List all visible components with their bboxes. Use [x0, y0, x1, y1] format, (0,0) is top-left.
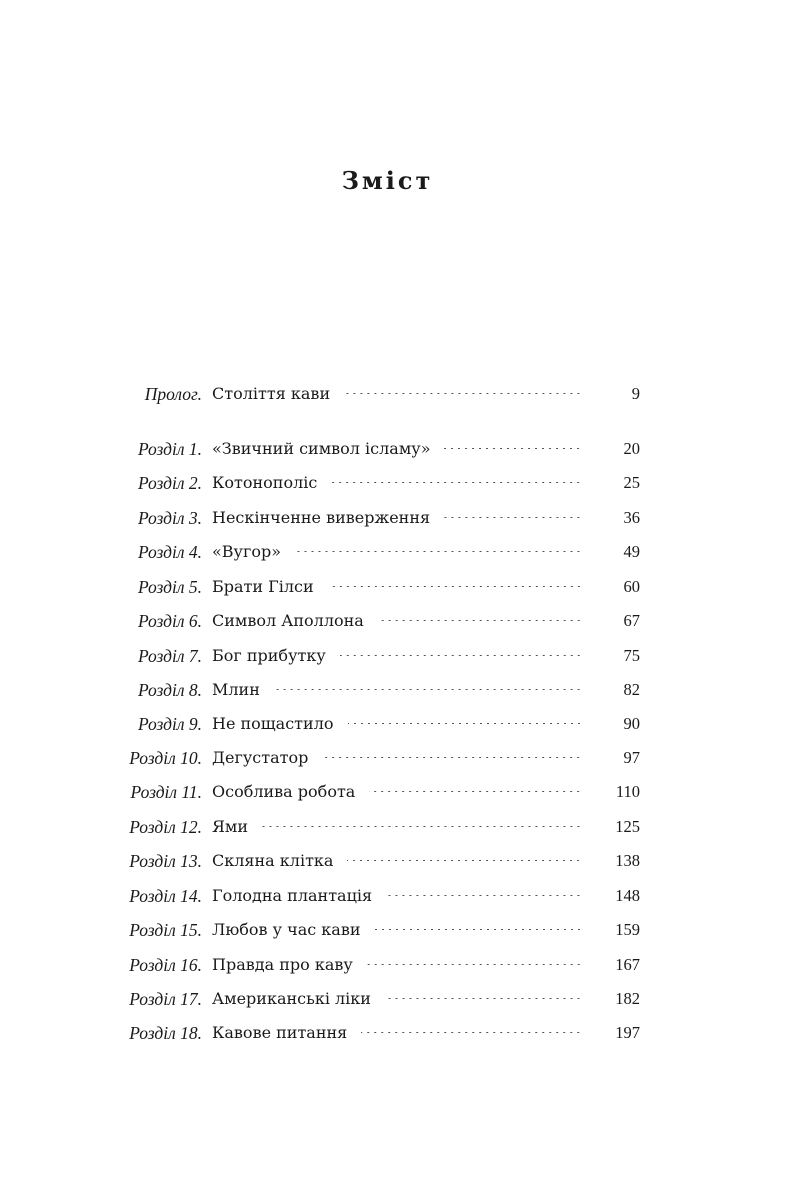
- toc-entry-label: Розділ 9.: [137, 714, 202, 734]
- toc-entry-chapter-11[interactable]: [0, 780, 800, 804]
- toc-entry-chapter-1[interactable]: [0, 437, 800, 461]
- toc-entry-page: 138: [615, 851, 640, 870]
- toc-entry-label: Розділ 6.: [137, 611, 202, 631]
- toc-entry-label: Розділ 5.: [137, 577, 202, 597]
- dot-leader: [444, 448, 582, 449]
- page-title: Зміст: [341, 166, 434, 195]
- toc-entry-title: Голодна плантація: [212, 886, 373, 905]
- dot-leader: [322, 757, 582, 758]
- toc-entry-chapter-17[interactable]: [0, 987, 800, 1011]
- dot-leader: [378, 620, 582, 621]
- toc-entry-title: Млин: [212, 680, 260, 699]
- toc-entry-chapter-13[interactable]: [0, 849, 800, 873]
- toc-entry-label: Розділ 3.: [137, 508, 202, 528]
- toc-entry-title: Американські ліки: [212, 989, 371, 1008]
- toc-entry-chapter-7[interactable]: [0, 644, 800, 668]
- toc-entry-title: «Звичний символ ісламу»: [212, 439, 431, 458]
- toc-entry-title: Скляна клітка: [212, 851, 334, 870]
- toc-entry-label: Розділ 15.: [129, 920, 202, 940]
- dot-leader: [385, 998, 582, 999]
- dot-leader: [340, 655, 582, 656]
- toc-entry-title: Любов у час кави: [212, 920, 361, 939]
- toc-entry-chapter-5[interactable]: [0, 575, 800, 599]
- toc-entry-label: Розділ 7.: [137, 646, 202, 666]
- toc-entry-label: Розділ 1.: [137, 439, 202, 459]
- toc-entry-title: Не пощастило: [212, 714, 334, 733]
- toc-entry-chapter-10[interactable]: [0, 746, 800, 770]
- dot-leader: [369, 791, 582, 792]
- toc-entry-page: 67: [623, 611, 640, 630]
- dot-leader: [348, 723, 583, 724]
- toc-entry-prologue[interactable]: [0, 382, 800, 406]
- toc-entry-title: Котонополіс: [212, 473, 318, 492]
- toc-entry-chapter-8[interactable]: [0, 678, 800, 702]
- toc-entry-label: Розділ 2.: [137, 473, 202, 493]
- toc-entry-chapter-12[interactable]: [0, 815, 800, 839]
- toc-entry-page: 9: [631, 384, 640, 403]
- toc-entry-title: Кавове питання: [212, 1023, 348, 1042]
- toc-entry-page: 82: [623, 680, 640, 699]
- dot-leader: [295, 551, 582, 552]
- toc-entry-page: 110: [615, 782, 640, 801]
- toc-entry-label: Пролог.: [144, 384, 202, 404]
- dot-leader: [367, 964, 582, 965]
- dot-leader: [274, 689, 582, 690]
- toc-entry-label: Розділ 11.: [130, 782, 202, 802]
- toc-entry-page: 167: [615, 955, 640, 974]
- toc-entry-title: Правда про каву: [212, 955, 353, 974]
- toc-entry-title: Ями: [212, 817, 249, 836]
- toc-entry-label: Розділ 8.: [137, 680, 202, 700]
- toc-entry-title: Символ Аполлона: [212, 611, 364, 630]
- dot-leader: [375, 929, 582, 930]
- dot-leader: [331, 482, 582, 483]
- toc-entry-page: 75: [623, 646, 640, 665]
- toc-entry-page: 159: [615, 920, 640, 939]
- toc-entry-title: Століття кави: [212, 384, 331, 403]
- toc-entry-chapter-2[interactable]: [0, 471, 800, 495]
- dot-leader: [386, 895, 582, 896]
- toc-entry-chapter-4[interactable]: [0, 540, 800, 564]
- toc-entry-title: Брати Гілси: [212, 577, 314, 596]
- dot-leader: [262, 826, 582, 827]
- toc-entry-page: 148: [615, 886, 640, 905]
- toc-entry-page: 97: [623, 748, 640, 767]
- dot-leader: [328, 586, 582, 587]
- toc-entry-label: Розділ 10.: [129, 748, 202, 768]
- toc-entry-chapter-18[interactable]: [0, 1021, 800, 1045]
- toc-entry-page: 90: [623, 714, 640, 733]
- toc-entry-label: Розділ 17.: [129, 989, 202, 1009]
- dot-leader: [361, 1032, 582, 1033]
- toc-entry-chapter-15[interactable]: [0, 918, 800, 942]
- toc-entry-page: 125: [615, 817, 640, 836]
- toc-entry-chapter-9[interactable]: [0, 712, 800, 736]
- toc-entry-page: 60: [623, 577, 640, 596]
- toc-entry-label: Розділ 12.: [129, 817, 202, 837]
- toc-entry-title: «Вугор»: [212, 542, 282, 561]
- toc-entry-title: Дегустатор: [212, 748, 309, 767]
- toc-entry-page: 36: [623, 508, 640, 527]
- toc-entry-page: 20: [623, 439, 640, 458]
- toc-entry-label: Розділ 13.: [129, 851, 202, 871]
- dot-leader: [347, 860, 582, 861]
- toc-entry-label: Розділ 16.: [129, 955, 202, 975]
- toc-entry-title: Нескінченне виверження: [212, 508, 431, 527]
- toc-entry-page: 182: [615, 989, 640, 1008]
- toc-entry-page: 25: [623, 473, 640, 492]
- toc-entry-label: Розділ 14.: [129, 886, 202, 906]
- dot-leader: [444, 517, 582, 518]
- toc-entry-chapter-14[interactable]: [0, 884, 800, 908]
- toc-entry-title: Бог прибутку: [212, 646, 326, 665]
- toc-entry-label: Розділ 18.: [129, 1023, 202, 1043]
- toc-entry-chapter-16[interactable]: [0, 953, 800, 977]
- toc-entry-chapter-6[interactable]: [0, 609, 800, 633]
- toc-entry-chapter-3[interactable]: [0, 506, 800, 530]
- toc-entry-label: Розділ 4.: [137, 542, 202, 562]
- toc-entry-title: Особлива робота: [212, 782, 356, 801]
- toc-entry-page: 49: [623, 542, 640, 561]
- dot-leader: [344, 393, 582, 394]
- toc-entry-page: 197: [615, 1023, 640, 1042]
